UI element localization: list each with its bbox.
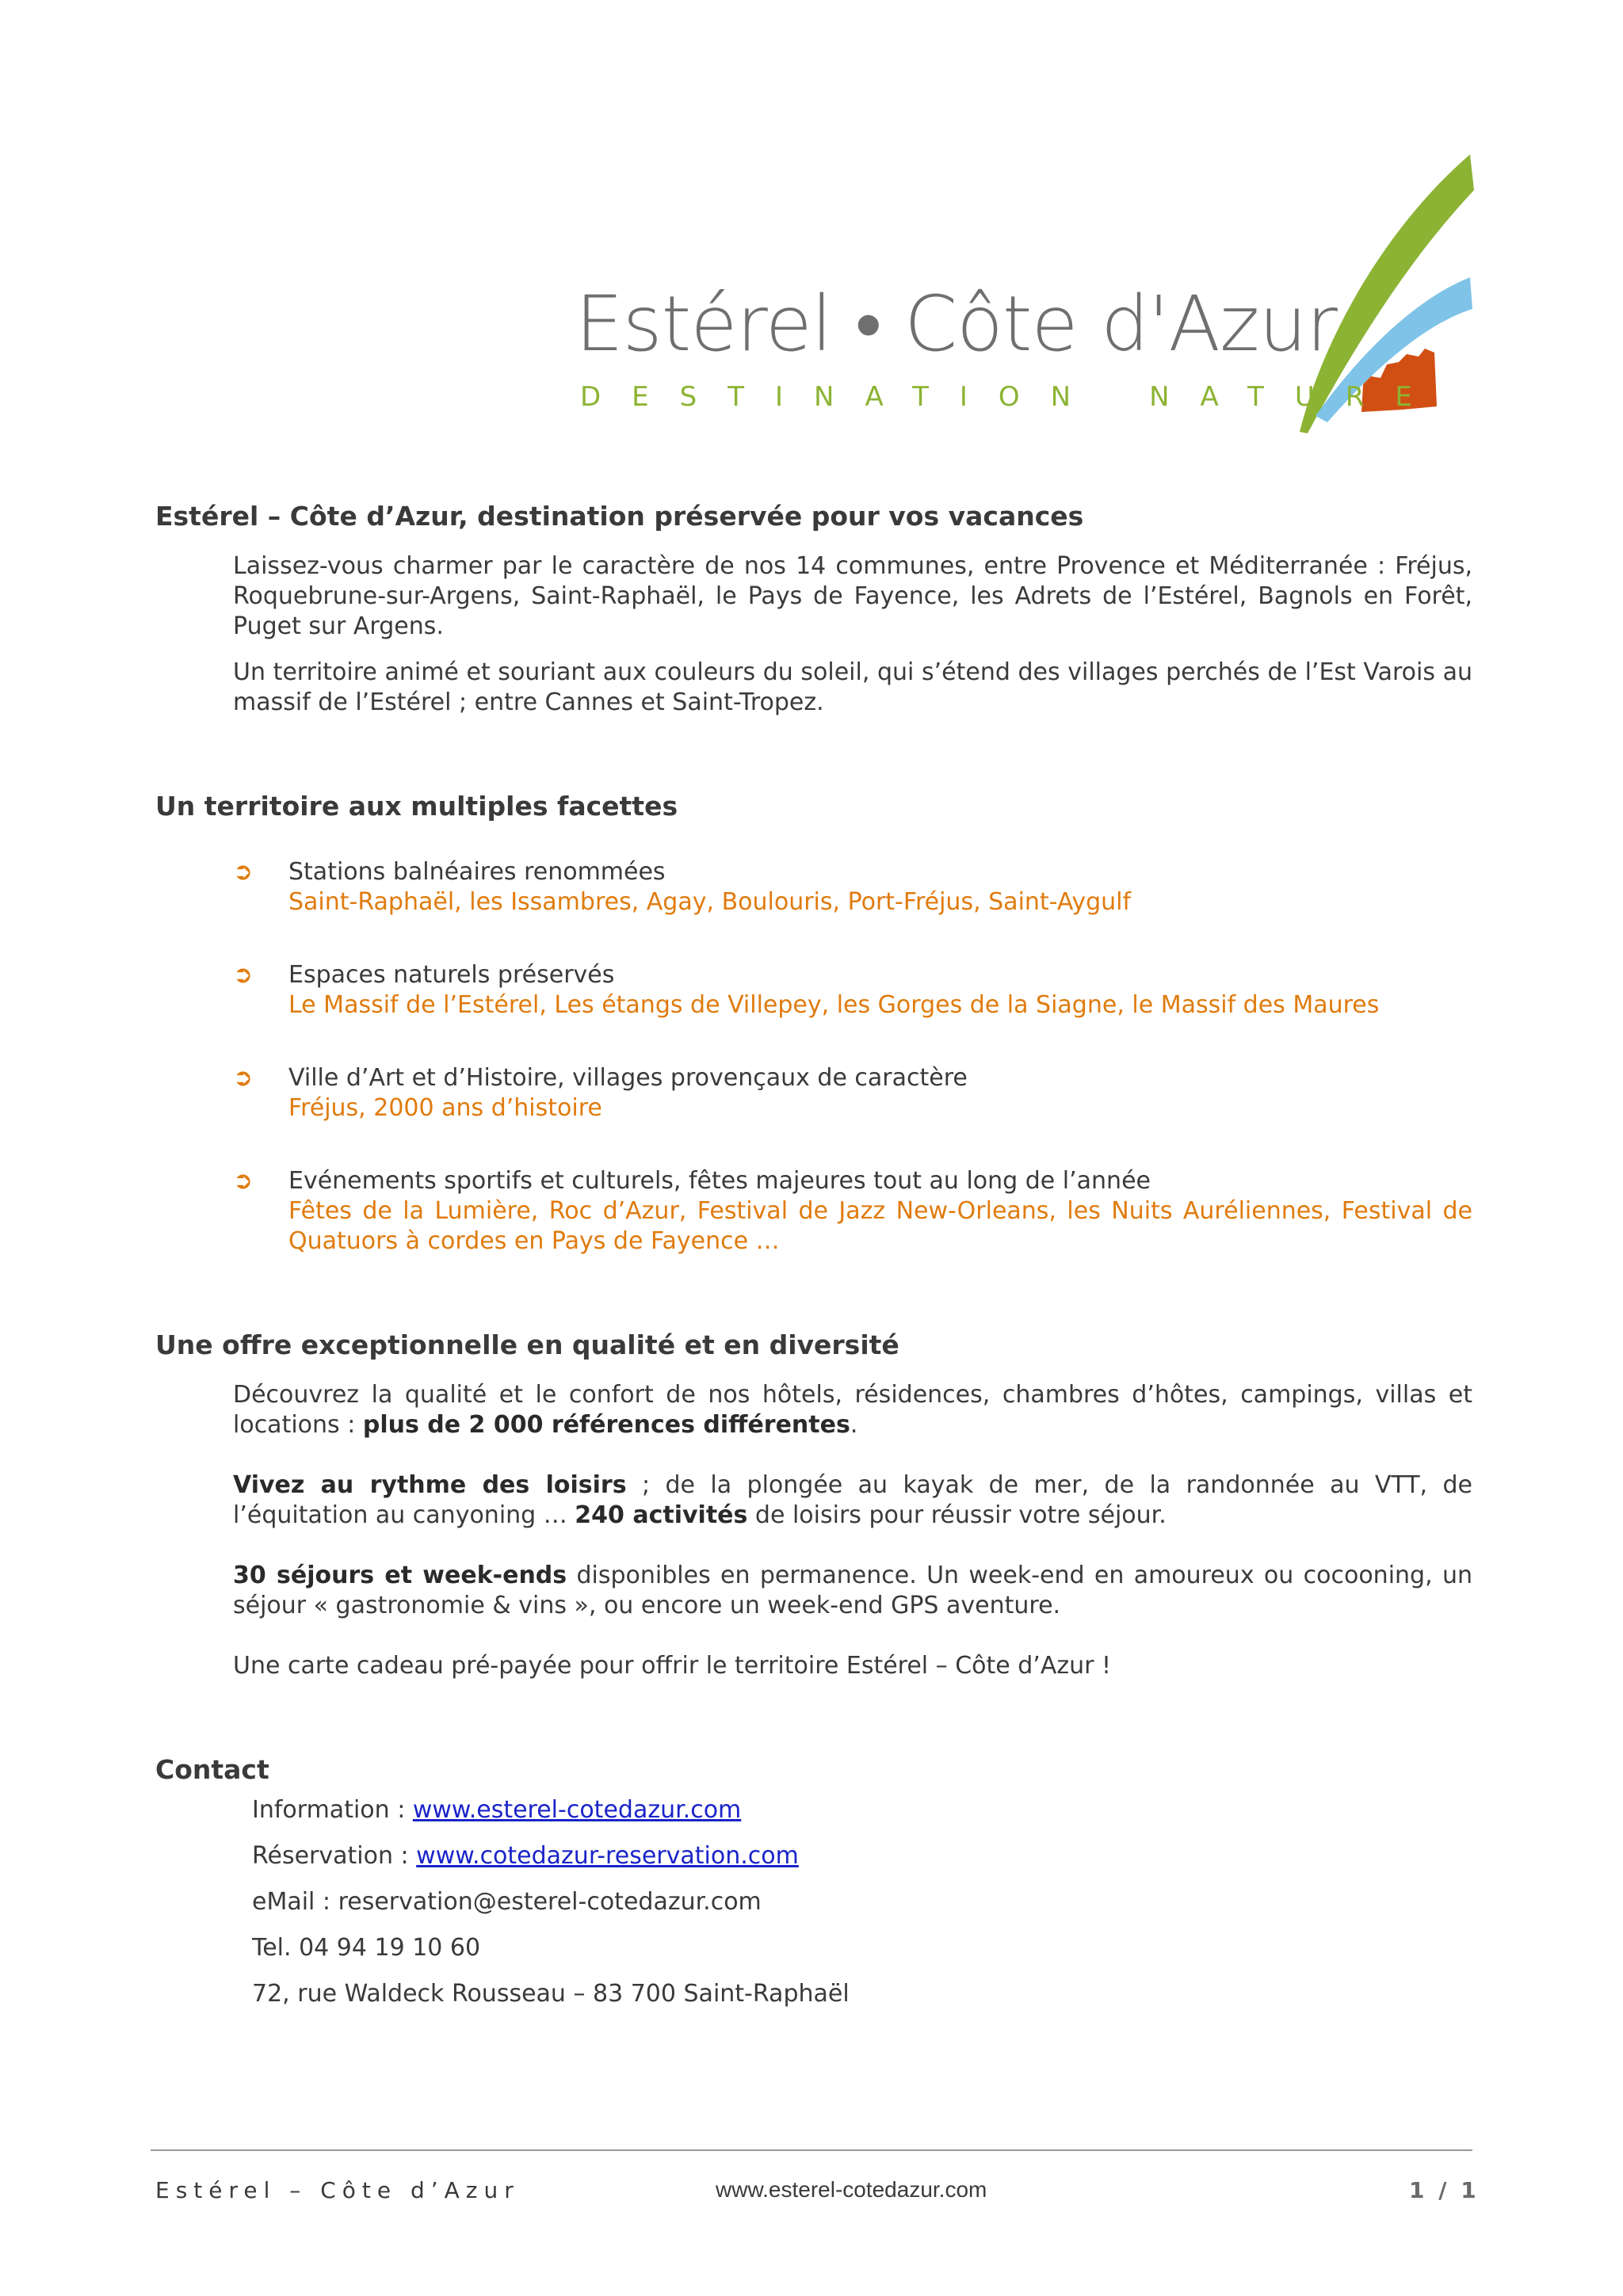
offre-p3-bold: 30 séjours et week-ends: [233, 1562, 567, 1589]
logo: [571, 147, 1482, 440]
list-item-detail: Saint-Raphaël, les Issambres, Agay, Boulouris, Port-Fréjus, Saint-Aygulf: [288, 888, 1132, 916]
contact-heading: Contact: [155, 1754, 269, 1785]
arrow-right-circle-icon: ➲: [233, 1167, 254, 1195]
main-content: [155, 499, 1472, 2009]
arrow-right-circle-icon: ➲: [233, 961, 254, 989]
offre-p1-bold: plus de 2 000 références différentes: [362, 1411, 850, 1439]
list-item: [233, 960, 1472, 1020]
list-item-title: Ville d’Art et d’Histoire, villages provençaux de caractère: [288, 1064, 968, 1092]
contact-address: 72, rue Waldeck Rousseau – 83 700 Saint-Raphaël: [252, 1980, 850, 2008]
list-item-detail: Le Massif de l’Estérel, Les étangs de Villepey, les Gorges de la Siagne, le Massif des Maures: [288, 991, 1380, 1019]
contact-resa-label: Réservation :: [252, 1842, 417, 1870]
website-link[interactable]: www.esterel-cotedazur.com: [412, 1796, 742, 1824]
logo-subtitle: [580, 381, 1443, 413]
offre-paragraph-3: [233, 1561, 1472, 1621]
page-number: 1 / 1: [1409, 2177, 1480, 2203]
contact-phone: Tel. 04 94 19 10 60: [252, 1934, 481, 1962]
contact-email: eMail : reservation@esterel-cotedazur.com: [252, 1888, 762, 1916]
offre-paragraph-1: [233, 1380, 1472, 1440]
list-item: [233, 857, 1472, 917]
logo-subtitle-word1: DESTINATION: [580, 381, 1102, 413]
offre-p3-text: disponibles en permanence. Un week-end en amoureux ou cocooning, un séjour « gastronomie & vins », ou encore un week-end GPS aventure.: [233, 1562, 1472, 1619]
list-item-title: Evénements sportifs et culturels, fêtes majeures tout au long de l’année: [288, 1167, 1151, 1195]
facettes-heading: Un territoire aux multiples facettes: [155, 791, 678, 822]
contact-information: [252, 1795, 1472, 1825]
footer-divider: [151, 2149, 1472, 2151]
footer-website: www.esterel-cotedazur.com: [716, 2177, 987, 2202]
offre-paragraph-2: [233, 1470, 1472, 1531]
offre-heading: Une offre exceptionnelle en qualité et en diversité: [155, 1329, 899, 1360]
logo-subtitle-word2: NATURE: [1149, 381, 1443, 413]
logo-title: Estérel • Côte d'Azur: [575, 280, 1337, 368]
list-item: [233, 1063, 1472, 1123]
intro-paragraph-2: Un territoire animé et souriant aux couleurs du soleil, qui s’étend des villages perchés de l’Est Varois au massif de l’Estérel ; entre Cannes et Saint-Tropez.: [233, 658, 1472, 716]
intro-paragraph-1: Laissez-vous charmer par le caractère de nos 14 communes, entre Provence et Méditerranée : Fréjus, Roquebrune-sur-Argens, Saint-Raphaël, le Pays de Fayence, les Adrets de l’Estérel, Bagnols en Forêt, Puget sur Argens.: [233, 552, 1472, 640]
offre-p1-end: .: [850, 1411, 858, 1439]
offre-p2-text1: ; de la plongée au kayak de mer, de la randonnée au VTT, de l’équitation au canyoning …: [233, 1471, 1472, 1529]
offre-p2-bold2: 240 activités: [575, 1501, 748, 1529]
footer-left-text: Estérel – Côte d’Azur: [155, 2177, 520, 2203]
offre-paragraph-4: Une carte cadeau pré-payée pour offrir le territoire Estérel – Côte d’Azur !: [233, 1652, 1112, 1680]
intro-heading: Estérel – Côte d’Azur, destination préservée pour vos vacances: [155, 501, 1084, 532]
contact-reservation: [252, 1841, 1472, 1871]
offre-p2-text2: de loisirs pour réussir votre séjour.: [747, 1501, 1167, 1529]
offre-p2-bold1: Vivez au rythme des loisirs: [233, 1471, 627, 1499]
list-item-title: Stations balnéaires renommées: [288, 858, 666, 886]
list-item-title: Espaces naturels préservés: [288, 961, 615, 989]
arrow-right-circle-icon: ➲: [233, 858, 254, 886]
list-item-detail: Fréjus, 2000 ans d’histoire: [288, 1094, 602, 1122]
reservation-link[interactable]: www.cotedazur-reservation.com: [416, 1842, 799, 1870]
list-item: [233, 1166, 1472, 1257]
list-item-detail: Fêtes de la Lumière, Roc d’Azur, Festival de Jazz New-Orleans, les Nuits Auréliennes, Festival de Quatuors à cordes en Pays de Fayence …: [288, 1197, 1472, 1255]
offre-p1-text: Découvrez la qualité et le confort de nos hôtels, résidences, chambres d’hôtes, campings, villas et locations :: [233, 1381, 1472, 1439]
arrow-right-circle-icon: ➲: [233, 1064, 254, 1092]
contact-info-label: Information :: [252, 1796, 413, 1824]
